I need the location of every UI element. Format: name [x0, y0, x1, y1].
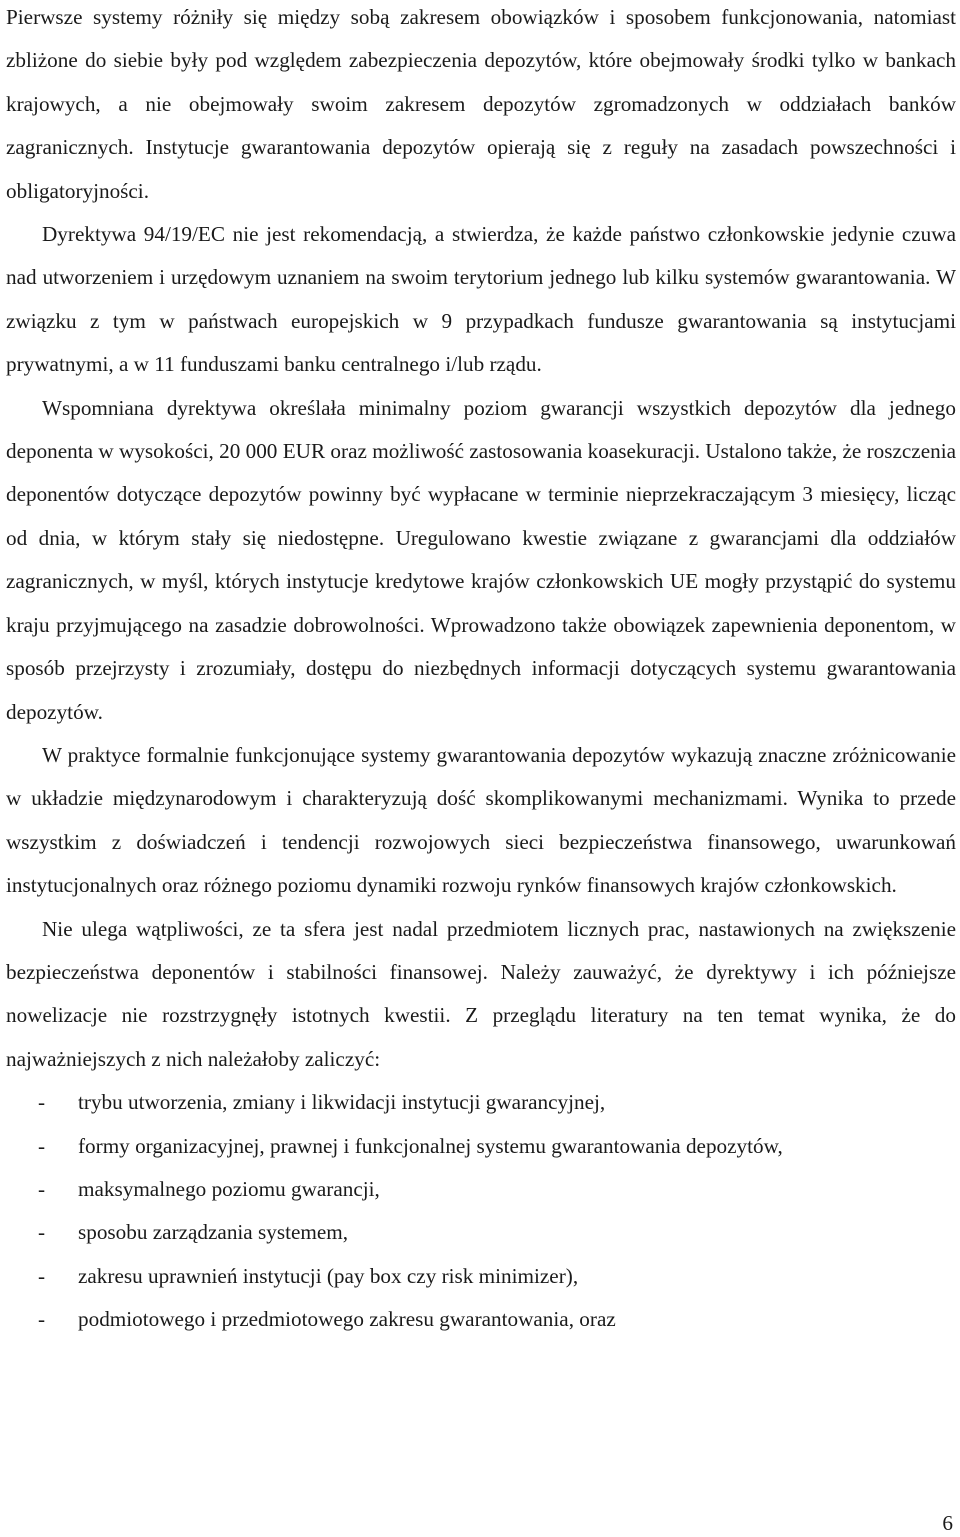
- list-marker: -: [38, 1263, 46, 1288]
- list-marker: -: [38, 1090, 46, 1115]
- list-item: [6, 1211, 956, 1254]
- list-item-text: maksymalnego poziomu gwarancji,: [78, 1176, 380, 1201]
- paragraph-4: W praktyce formalnie funkcjonujące systemy gwarantowania depozytów wykazują znaczne zróżnicowanie w układzie międzynarodowym i charakteryzują dość skomplikowanymi mechanizmami. Wynika to przede wszystkim z doświadczeń i tendencji rozwojowych sieci bezpieczeństwa finansowego, uwarunkowań instytucjonalnych oraz różnego poziomu dynamiki rozwoju rynków finansowych krajów członkowskich.: [6, 742, 956, 898]
- list-item: [6, 1125, 956, 1168]
- list-item-text: sposobu zarządzania systemem,: [78, 1220, 349, 1245]
- list-item-text: podmiotowego i przedmiotowego zakresu gwarantowania, oraz: [78, 1307, 616, 1332]
- list-item-text: trybu utworzenia, zmiany i likwidacji instytucji gwarancyjnej,: [78, 1090, 606, 1115]
- paragraph-5: Nie ulega wątpliwości, ze ta sfera jest nadal przedmiotem licznych prac, nastawionych na zwiększenie bezpieczeństwa deponentów i stabilności finansowej. Należy zauważyć, że dyrektywy i ich późniejsze nowelizacje nie rozstrzygnęły istotnych kwestii. Z przeglądu literatury na ten temat wynika, że do najważniejszych z nich należałoby zaliczyć:: [6, 916, 956, 1071]
- list-item: [6, 1255, 956, 1298]
- page-number: 6: [942, 1511, 953, 1535]
- list-item: [6, 1081, 956, 1124]
- list-item-text: formy organizacyjnej, prawnej i funkcjonalnej systemu gwarantowania depozytów,: [78, 1133, 783, 1158]
- list-marker: -: [38, 1133, 46, 1158]
- body-text: [6, 0, 956, 1342]
- paragraph-1: Pierwsze systemy różniły się między sobą zakresem obowiązków i sposobem funkcjonowania, natomiast zbliżone do siebie były pod względem zabezpieczenia depozytów, które obejmowały środki tylko w bankach krajowych, a nie obejmowały swoim zakresem depozytów zgromadzonych w oddziałach banków zagranicznych. Instytucje gwarantowania depozytów opierają się z reguły na zasadach powszechności i obligatoryjności.: [6, 5, 956, 203]
- list-item-text: zakresu uprawnień instytucji (pay box czy risk minimizer),: [78, 1263, 579, 1288]
- paragraph-2: Dyrektywa 94/19/EC nie jest rekomendacją, a stwierdza, że każde państwo członkowskie jedynie czuwa nad utworzeniem i urzędowym uznaniem na swoim terytorium jednego lub kilku systemów gwarantowania. W związku z tym w państwach europejskich w 9 przypadkach fundusze gwarantowania są instytucjami prywatnymi, a w 11 funduszami banku centralnego i/lub rządu.: [6, 222, 956, 377]
- list-item: [6, 1168, 956, 1211]
- list-marker: -: [38, 1220, 46, 1245]
- bullet-list: [6, 1081, 956, 1341]
- list-marker: -: [38, 1176, 46, 1201]
- list-marker: -: [38, 1307, 46, 1332]
- list-item: [6, 1298, 956, 1341]
- paragraph-3: Wspomniana dyrektywa określała minimalny poziom gwarancji wszystkich depozytów dla jednego deponenta w wysokości, 20 000 EUR oraz możliwość zastosowania koasekuracji. Ustalono także, że roszczenia deponentów dotyczące depozytów powinny być wypłacane w terminie nieprzekraczającym 3 miesięcy, licząc od dnia, w którym stały się niedostępne. Uregulowano kwestie związane z gwarancjami dla oddziałów zagranicznych, w myśl, których instytucje kredytowe krajów członkowskich UE mogły przystąpić do systemu kraju przyjmującego na zasadzie dobrowolności. Wprowadzono także obowiązek zapewnienia deponentom, w sposób przejrzysty i zrozumiały, dostępu do niezbędnych informacji dotyczących systemu gwarantowania depozytów.: [6, 395, 956, 724]
